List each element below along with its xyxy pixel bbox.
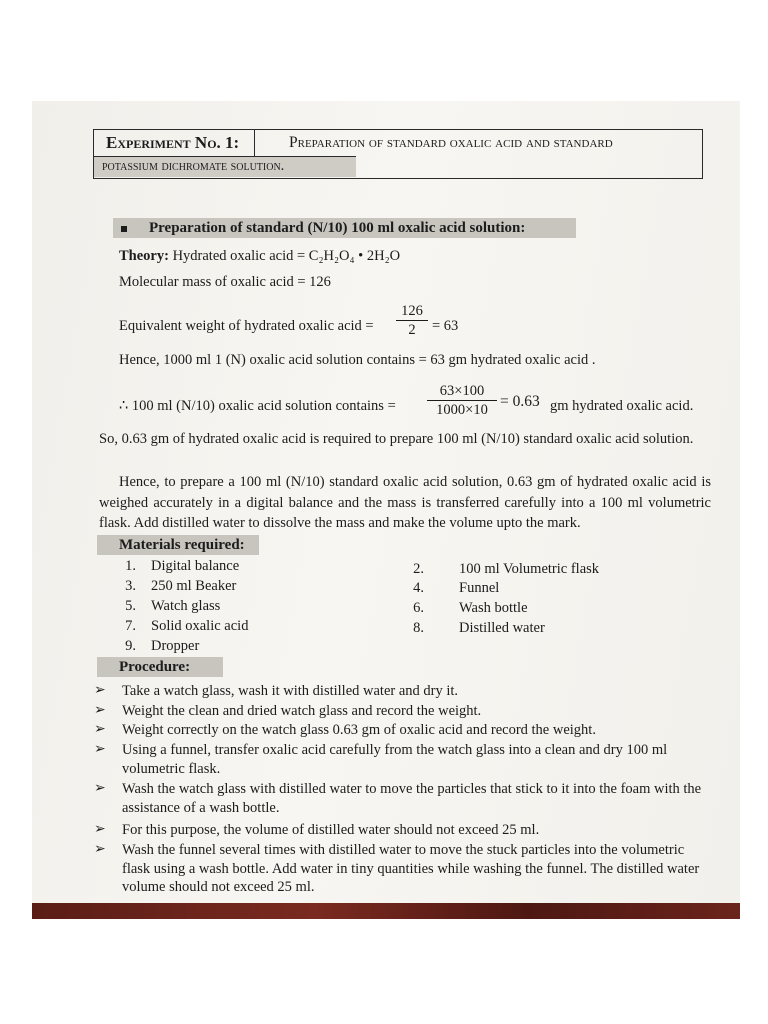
arrow-bullet-icon: ➢ [94, 703, 106, 718]
procedure-step: ➢ Take a watch glass, wash it with distilled water and dry it. [94, 683, 459, 699]
experiment-title-line2: potassium dichromate solution. [94, 156, 356, 177]
procedure-step: ➢ Using a funnel, transfer oxalic acid carefully from the watch glass into a clean and dry 100 ml volumetric flask. [94, 742, 668, 777]
arrow-bullet-icon: ➢ [94, 781, 106, 796]
arrow-bullet-icon: ➢ [94, 842, 106, 857]
hence-1000ml-line: Hence, 1000 ml 1 (N) oxalic acid solution contains = 63 gm hydrated oxalic acid . [119, 352, 596, 368]
equivalent-weight-result: = 63 [432, 318, 459, 334]
so-paragraph: So, 0.63 gm of hydrated oxalic acid is required to prepare 100 ml (N/10) standard oxalic acid solution. [99, 431, 694, 447]
molecular-mass-line: Molecular mass of oxalic acid = 126 [119, 274, 331, 290]
procedure-step: ➢ Wash the funnel several times with distilled water to move the stuck particles into the volumetric flask using a wash bottle. Add water in tiny quantities while washing the funnel. The distilled water volume should not exceed 25 ml. [94, 842, 700, 895]
procedure-step: ➢ Wash the watch glass with distilled water to move the particles that stick to it into the foam with the assistance of a wash bottle. [94, 781, 702, 816]
experiment-title-line1: Preparation of standard oxalic acid and standard [289, 134, 613, 151]
therefore-fraction [427, 382, 497, 419]
equivalent-weight-fraction [396, 302, 428, 339]
arrow-bullet-icon: ➢ [94, 822, 106, 837]
title-row [94, 130, 702, 156]
theory-formula: Hydrated oxalic acid = C₂H₂O₄ • 2H₂O [172, 248, 401, 264]
materials-list: 1. Digital balance 2. 100 ml Volumetric flask 3. 250 ml Beaker 4. Funnel 5. Watch glass 6. Wash bottle 7. Solid oxalic acid 8. Distilled water 9. Dropper [125, 558, 600, 654]
square-bullet-icon [121, 226, 127, 232]
procedure-label: Procedure: [97, 657, 223, 677]
book-page [32, 101, 740, 919]
book-cover-edge [32, 903, 740, 919]
therefore-unit: gm hydrated oxalic acid. [550, 398, 694, 414]
fraction-numerator: 63×100 [427, 382, 497, 401]
fraction-denominator: 2 [408, 322, 416, 338]
equivalent-weight-text: Equivalent weight of hydrated oxalic acid = [119, 318, 374, 334]
arrow-bullet-icon: ➢ [94, 722, 106, 737]
hence-paragraph: Hence, to prepare a 100 ml (N/10) standard oxalic acid solution, 0.63 gm of hydrated oxalic acid is weighed accurately in a digital balance and the mass is transferred carefully into a 100 ml volumetric flask. Add distilled water to dissolve the mass and make the volume upto the mark. [99, 474, 711, 531]
fraction-denominator: 1000×10 [436, 402, 488, 418]
materials-label: Materials required: [97, 535, 259, 555]
theory-label: Theory: [119, 248, 169, 264]
arrow-bullet-icon: ➢ [94, 742, 106, 757]
procedure-step: ➢ Weight correctly on the watch glass 0.63 gm of oxalic acid and record the weight. [94, 722, 596, 738]
experiment-label: Experiment No. 1: [94, 130, 255, 156]
therefore-text: ∴ 100 ml (N/10) oxalic acid solution contains = [119, 398, 396, 414]
experiment-title-box [93, 129, 703, 179]
section-heading-text: Preparation of standard (N/10) 100 ml oxalic acid solution: [149, 220, 526, 236]
theory-line [119, 247, 400, 265]
procedure-step: ➢ For this purpose, the volume of distilled water should not exceed 25 ml. [94, 822, 540, 838]
procedure-step: ➢ Weight the clean and dried watch glass and record the weight. [94, 703, 482, 719]
arrow-bullet-icon: ➢ [94, 683, 106, 698]
fraction-numerator: 126 [396, 302, 428, 321]
therefore-result: = 0.63 [500, 393, 540, 410]
section-heading [113, 218, 576, 238]
